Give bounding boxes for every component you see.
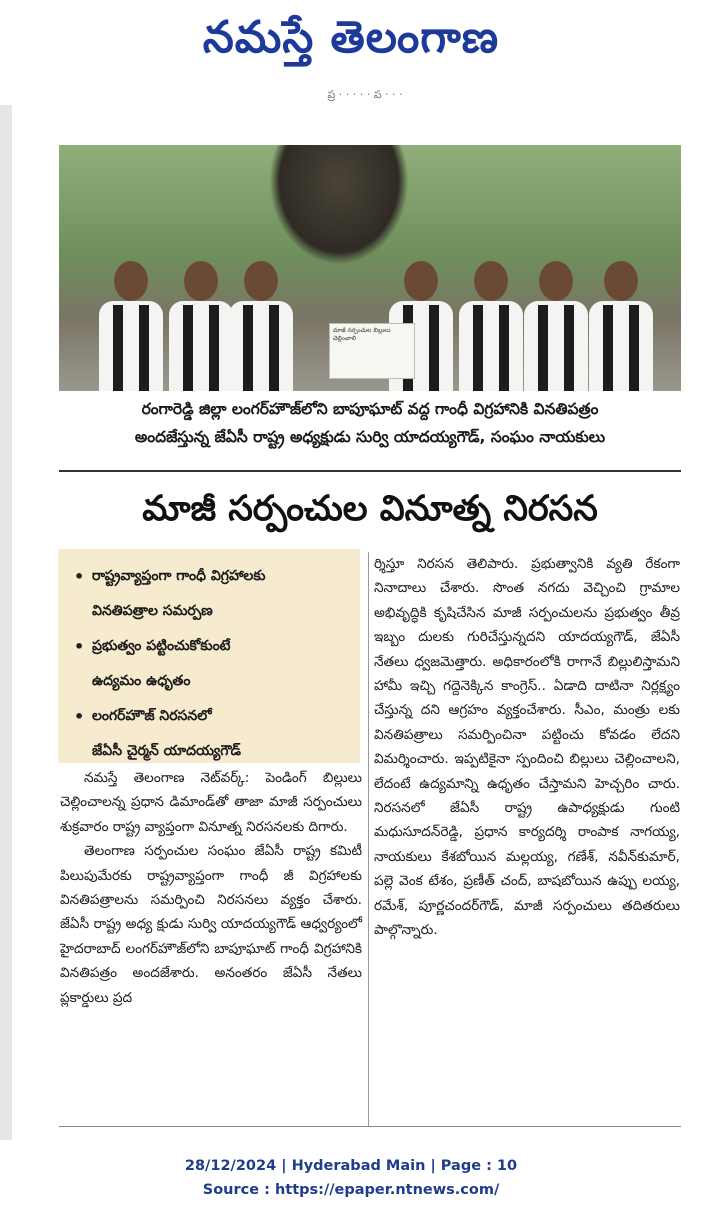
- clipped-text-strip: ప్ర · · · · · ప · · ·: [327, 88, 403, 101]
- highlight-item: [70, 559, 352, 629]
- article-column-left: [60, 766, 362, 1010]
- protester: [169, 261, 233, 391]
- news-photo: [59, 145, 681, 391]
- highlights-box: [58, 549, 360, 763]
- article-paragraph: నమస్తే తెలంగాణ నెట్‌వర్క్: పెండింగ్ బిల్లులు చెల్లించాలన్న ప్రధాన డిమాండ్‌తో తాజా మాజీ సర్పంచులు శుక్రవారం రాష్ట్ర వ్యాప్తంగా వినూత్న నిరసనలకు దిగారు.: [60, 770, 362, 835]
- protester: [459, 261, 523, 391]
- protest-placard: మాజీ సర్పంచుల బిల్లులు చెల్లించాలి: [329, 323, 415, 379]
- article-column-right: [374, 552, 680, 943]
- highlight-text: రాష్ట్రవ్యాప్తంగా గాంధీ విగ్రహాలకు: [92, 568, 266, 584]
- article-paragraph: ర్శిస్తూ నిరసన తెలిపారు. ప్రభుత్వానికి వ్యతి రేకంగా నినాదాలు చేశారు. సొంత నగదు వెచ్చించి గ్రామాల అభివృద్ధికి కృషిచేసిన మాజీ సర్పంచులను ప్రభుత్వం తీవ్ర ఇబ్బం దులకు గురిచేస్తున్నదని యాదయ్యగౌడ్, జేఏసీ నేతలు ధ్వజమెత్తారు. అధికారంలోకి రాగానే బిల్లులిస్తామని హామీ ఇచ్చి గద్దెనెక్కిన కాంగ్రెస్.. ఏడాది దాటినా నిర్లక్ష్యం చేస్తున్న దని ఆగ్రహం వ్యక్తంచేశారు. సీఎం, మంత్రు లకు వినతిపత్రాలు సమర్పించినా పట్టించు కోవడం లేదని విమర్శించారు. ఇప్పటికైనా స్పందించి బిల్లులు చెల్లించాలని, లేదంటే ఉద్యమాన్ని ఉధృతం చేస్తామని హెచ్చరిం చారు. నిరసనలో జేఏసీ రాష్ట్ర ఉపాధ్యక్షుడు గుంటి మధుసూదన్‌రెడ్డి, ప్రధాన కార్యదర్శి రాంపాక నాగయ్య, నాయకులు కేశబోయిన మల్లయ్య, గణేశ్, నవీన్‌కుమార్, పల్లె వెంక టేశం, ప్రణీత్ చంద్, బాషబోయిన ఉప్పు లయ్య, రమేశ్, పూర్ణచందర్‌గౌడ్, మాజీ సర్పంచులు తదితరులు పాల్గొన్నారు.: [374, 556, 680, 939]
- bullet-icon: •: [74, 567, 85, 586]
- bullet-icon: •: [74, 637, 85, 656]
- protester: [99, 261, 163, 391]
- photo-caption: [59, 395, 681, 451]
- highlight-text: ప్రభుత్వం పట్టించుకోకుంటే: [92, 638, 231, 654]
- article-paragraph: తెలంగాణ సర్పంచుల సంఘం జేఏసీ రాష్ట్ర కమిటీ పిలుపుమేరకు రాష్ట్రవ్యాప్తంగా గాంధీ జీ విగ్రహాలకు వినతిపత్రాలను సమర్పించి నిరసనలు వ్యక్తం చేశారు. జేఏసీ రాష్ట్ర అధ్య క్షుడు సుర్వి యాదయ్యగౌడ్ ఆధ్వర్యంలో హైదరాబాద్ లంగర్‌హౌజ్‌లోని బాపూఘాట్ గాంధీ విగ్రహానికి వినతిపత్రం అందజేశారు. అనంతరం జేఏసీ నేతలు ప్లకార్డులు ప్రద: [60, 843, 362, 1006]
- divider: [59, 470, 681, 472]
- source-link[interactable]: Source : https://epaper.ntnews.com/: [202, 1182, 500, 1198]
- edition-info: 28/12/2024 | Hyderabad Main | Page : 10: [184, 1158, 518, 1174]
- highlight-text: ఉద్యమం ఉధృతం: [92, 673, 191, 689]
- protester: [589, 261, 653, 391]
- protester: [229, 261, 293, 391]
- bullet-icon: •: [74, 707, 85, 726]
- divider: [59, 1126, 681, 1127]
- masthead-title: నమస్తే తెలంగాణ: [202, 12, 500, 63]
- protester: [524, 261, 588, 391]
- caption-line: రంగారెడ్డి జిల్లా లంగర్‌హౌజ్‌లోని బాపూఘాట్ వద్ద గాంధీ విగ్రహానికి వినతిపత్రం: [141, 400, 599, 418]
- highlight-text: వినతిపత్రాల సమర్పణ: [92, 603, 213, 619]
- highlight-text: జేఏసీ చైర్మన్ యాదయ్యగౌడ్: [92, 743, 242, 759]
- footer: [0, 1154, 702, 1202]
- article-headline: మాజీ సర్పంచుల వినూత్న నిరసన: [142, 489, 598, 529]
- column-divider: [368, 552, 369, 1127]
- page-margin-bar: [0, 105, 12, 1140]
- caption-line: అందజేస్తున్న జేఏసీ రాష్ట్ర అధ్యక్షుడు సుర్వి యాదయ్యగౌడ్, సంఘం నాయకులు: [134, 428, 606, 446]
- highlight-text: లంగర్‌హౌజ్ నిరసనలో: [92, 708, 212, 724]
- gandhi-statue: [269, 145, 409, 265]
- highlight-item: [70, 699, 352, 769]
- highlight-item: [70, 629, 352, 699]
